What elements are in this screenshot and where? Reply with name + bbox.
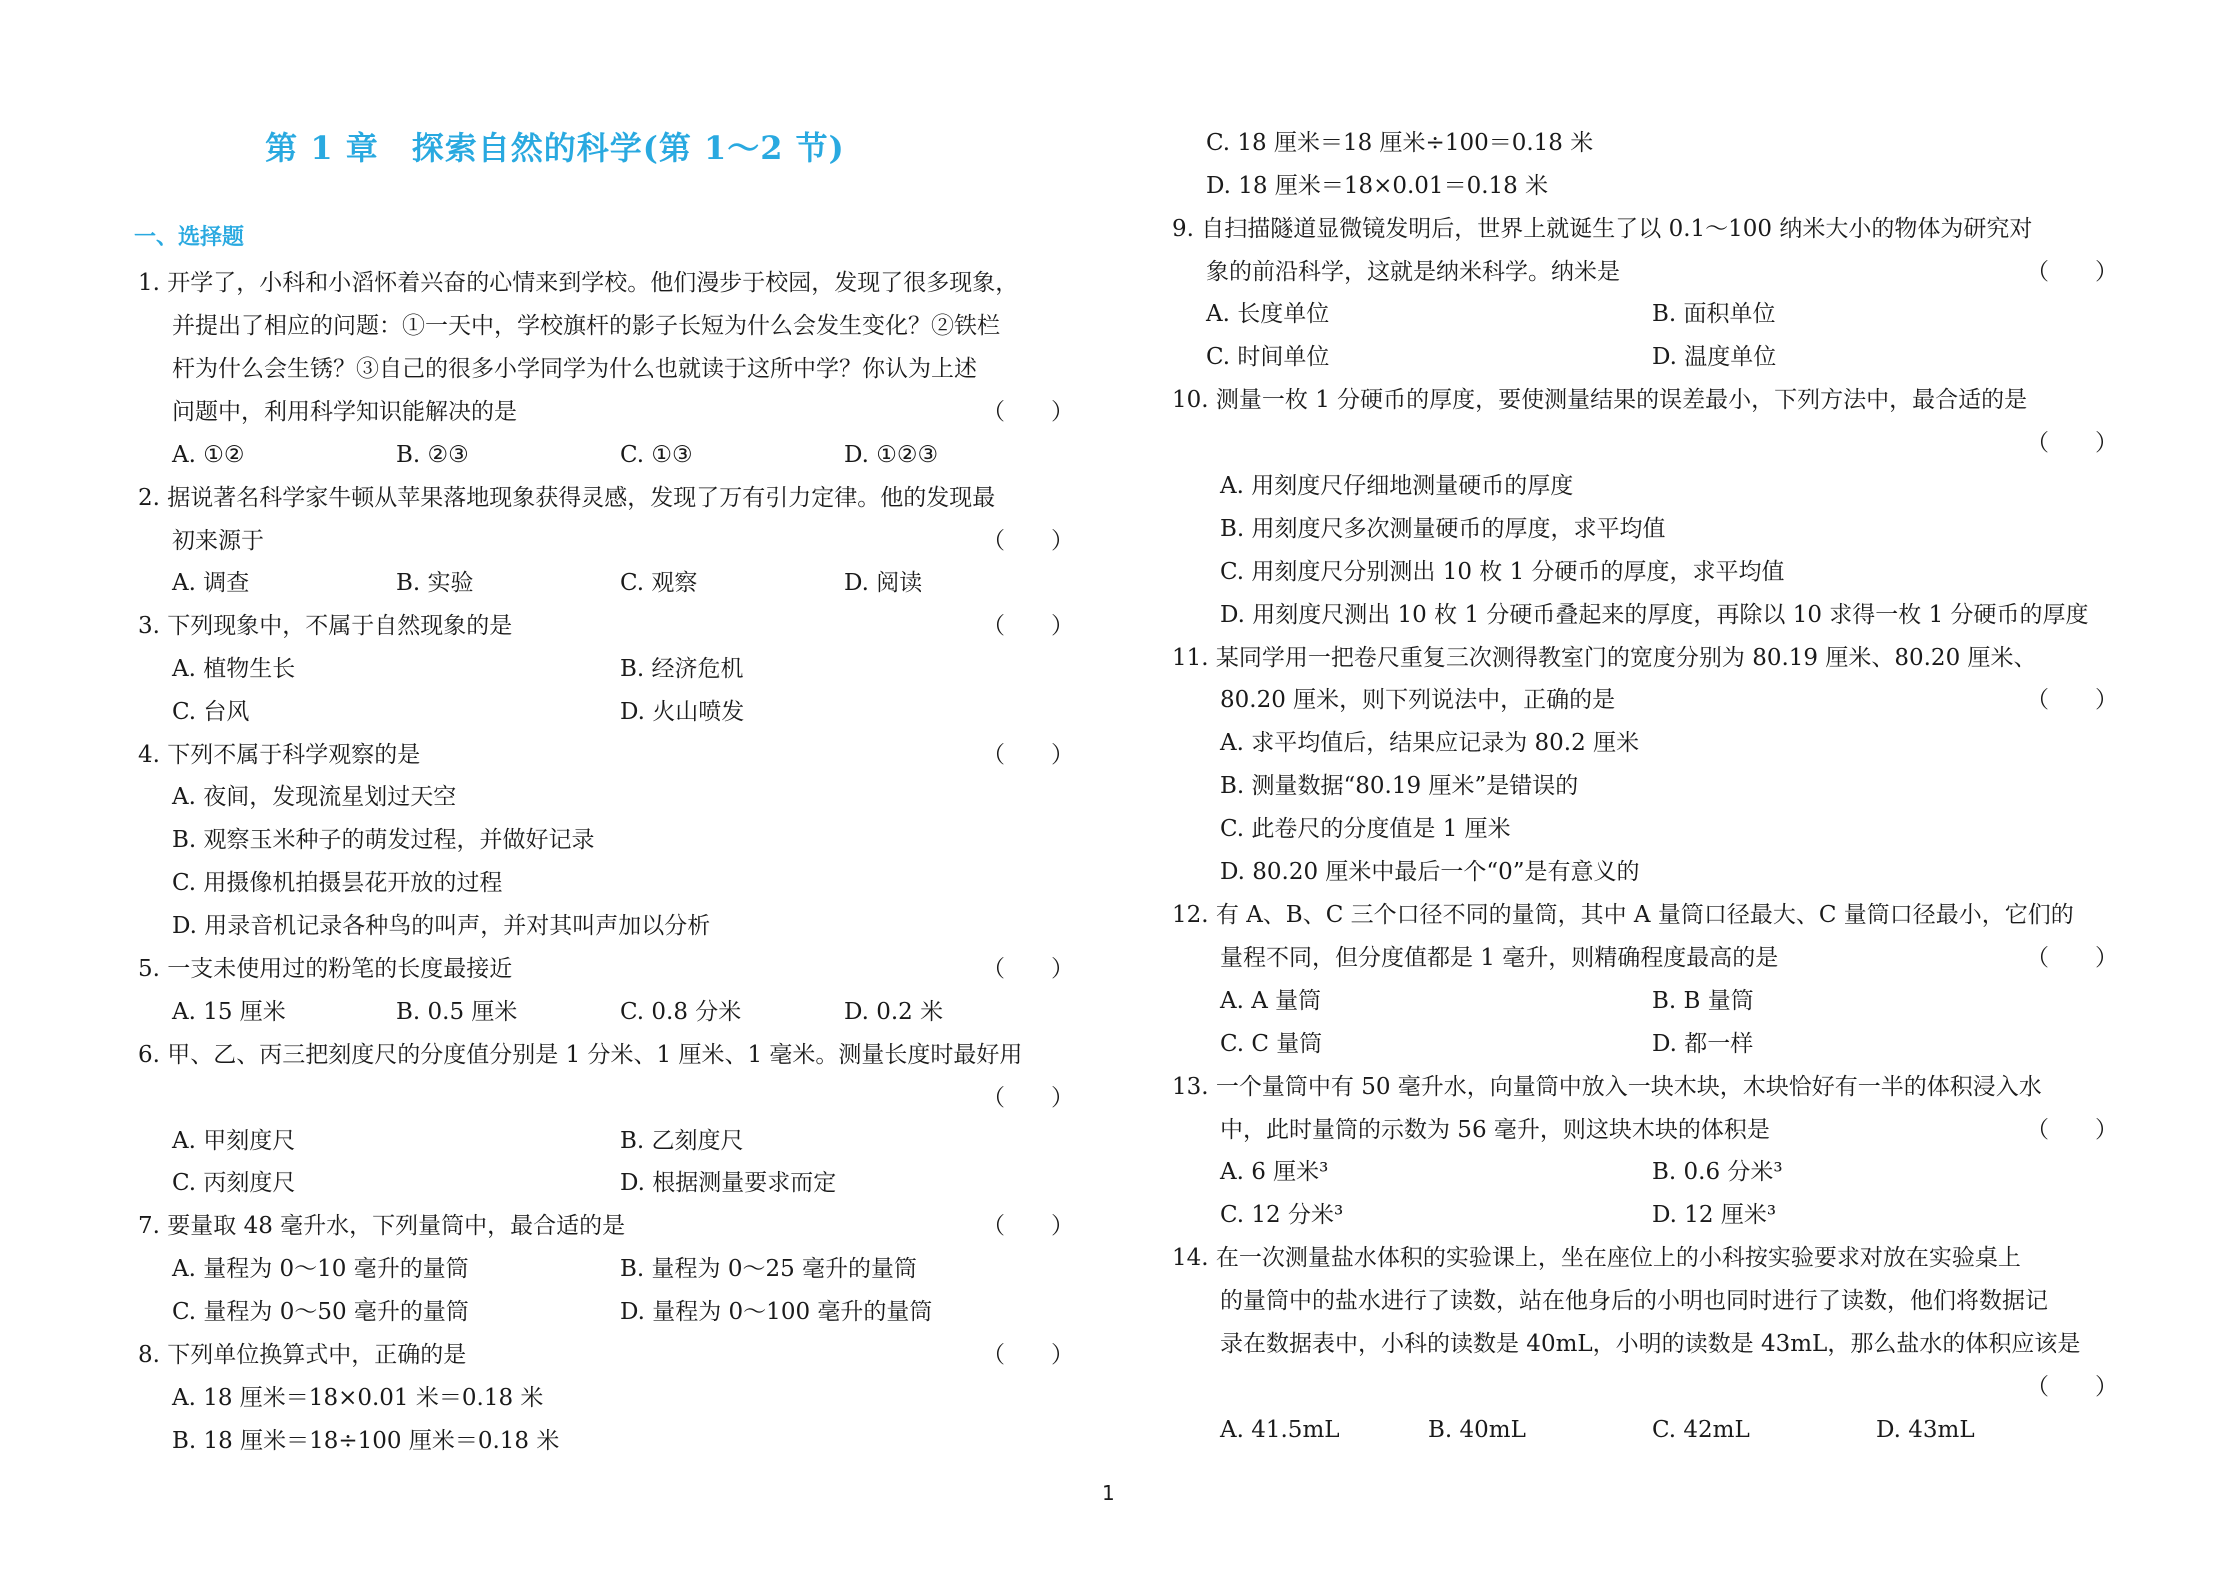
question-9-line-2: 象的前沿科学，这就是纳米科学。纳米是 [1206,259,1620,285]
option-d: D. 根据测量要求而定 [620,1170,837,1196]
question-2-line-2: 初来源于 [172,528,264,554]
question-4-line-1: 4. 下列不属于科学观察的是 [138,742,421,768]
answer-blank: （ ） [982,1085,1074,1111]
question-14-line-3: 录在数据表中，小科的读数是 40mL，小明的读数是 43mL，那么盐水的体积应该是 [1220,1331,2081,1357]
option-c: C. 42mL [1652,1417,1750,1443]
option-d: D. 43mL [1876,1417,1975,1443]
option-a: A. 长度单位 [1206,301,1330,327]
question-1-line-2: 并提出了相应的问题：①一天中，学校旗杆的影子长短为什么会发生变化？②铁栏 [172,313,1000,339]
question-7-line-1: 7. 要量取 48 毫升水，下列量筒中，最合适的是 [138,1213,626,1239]
option-b: B. 面积单位 [1652,301,1776,327]
page-title: 第 1 章 探索自然的科学(第 1～2 节) [265,129,845,167]
option-d: D. 0.2 米 [844,999,944,1025]
answer-blank: （ ） [2026,687,2118,713]
answer-blank: （ ） [2026,430,2118,456]
option-c: C. 用刻度尺分别测出 10 枚 1 分硬币的厚度，求平均值 [1220,559,1785,585]
question-6-line-1: 6. 甲、乙、丙三把刻度尺的分度值分别是 1 分米、1 厘米、1 毫米。测量长度时最好用 [138,1042,1023,1068]
question-13-line-1: 13. 一个量筒中有 50 毫升水，向量筒中放入一块木块，木块恰好有一半的体积浸入水 [1172,1074,2042,1100]
option-d: D. 18 厘米＝18×0.01＝0.18 米 [1206,173,1549,199]
option-c: C. 12 分米³ [1220,1202,1344,1228]
answer-blank: （ ） [982,528,1074,554]
option-b: B. 0.6 分米³ [1652,1159,1783,1185]
option-b: B. 量程为 0～25 毫升的量筒 [620,1256,918,1282]
question-5-line-1: 5. 一支未使用过的粉笔的长度最接近 [138,956,513,982]
option-a: A. 夜间，发现流星划过天空 [172,784,457,810]
question-1-line-1: 1. 开学了，小科和小滔怀着兴奋的心情来到学校。他们漫步于校园，发现了很多现象， [138,270,1019,296]
answer-blank: （ ） [2026,945,2118,971]
option-b: B. 0.5 厘米 [396,999,518,1025]
option-d: D. 都一样 [1652,1031,1754,1057]
answer-blank: （ ） [2026,1117,2118,1143]
option-a: A. 调查 [172,570,250,596]
option-b: B. 实验 [396,570,474,596]
option-b: B. 40mL [1428,1417,1526,1443]
option-b: B. 经济危机 [620,656,744,682]
option-c: C. ①③ [620,442,693,468]
option-c: C. 此卷尺的分度值是 1 厘米 [1220,816,1511,842]
option-d: D. ①②③ [844,442,939,468]
question-9-line-1: 9. 自扫描隧道显微镜发明后，世界上就诞生了以 0.1～100 纳米大小的物体为研究对 [1172,216,2033,242]
option-d: D. 12 厘米³ [1652,1202,1777,1228]
page-number: 1 [1102,1481,1115,1505]
option-a: A. 41.5mL [1220,1417,1340,1443]
option-c: C. C 量筒 [1220,1031,1323,1057]
option-c: C. 台风 [172,699,250,725]
question-11-line-2: 80.20 厘米，则下列说法中，正确的是 [1220,687,1616,713]
option-a: A. 量程为 0～10 毫升的量筒 [172,1256,469,1282]
option-a: A. 6 厘米³ [1220,1159,1329,1185]
option-d: D. 阅读 [844,570,923,596]
option-a: A. 用刻度尺仔细地测量硬币的厚度 [1220,473,1574,499]
answer-blank: （ ） [982,1213,1074,1239]
option-b: B. 观察玉米种子的萌发过程，并做好记录 [172,827,595,853]
option-a: A. 15 厘米 [172,999,286,1025]
question-13-line-2: 中，此时量筒的示数为 56 毫升，则这块木块的体积是 [1220,1117,1770,1143]
question-1-line-3: 杆为什么会生锈？③自己的很多小学同学为什么也就读于这所中学？你认为上述 [172,356,977,382]
answer-blank: （ ） [982,742,1074,768]
option-b: B. ②③ [396,442,469,468]
option-b: B. B 量筒 [1652,988,1754,1014]
option-a: A. ①② [172,442,245,468]
option-c: C. 0.8 分米 [620,999,742,1025]
question-3-line-1: 3. 下列现象中，不属于自然现象的是 [138,613,513,639]
question-11-line-1: 11. 某同学用一把卷尺重复三次测得教室门的宽度分别为 80.19 厘米、80.20 厘米、 [1172,645,2037,671]
option-c: C. 时间单位 [1206,344,1330,370]
option-b: B. 用刻度尺多次测量硬币的厚度，求平均值 [1220,516,1666,542]
question-8-line-1: 8. 下列单位换算式中，正确的是 [138,1342,467,1368]
answer-blank: （ ） [982,1342,1074,1368]
question-12-line-2: 量程不同，但分度值都是 1 毫升，则精确程度最高的是 [1220,945,1779,971]
option-d: D. 火山喷发 [620,699,745,725]
answer-blank: （ ） [982,399,1074,425]
question-2-line-1: 2. 据说著名科学家牛顿从苹果落地现象获得灵感，发现了万有引力定律。他的发现最 [138,485,996,511]
question-14-line-2: 的量筒中的盐水进行了读数，站在他身后的小明也同时进行了读数，他们将数据记 [1220,1288,2048,1314]
question-10-line-1: 10. 测量一枚 1 分硬币的厚度，要使测量结果的误差最小，下列方法中，最合适的是 [1172,387,2028,413]
option-d: D. 量程为 0～100 毫升的量筒 [620,1299,933,1325]
option-a: A. 求平均值后，结果应记录为 80.2 厘米 [1220,730,1640,756]
option-c: C. 18 厘米＝18 厘米÷100＝0.18 米 [1206,130,1594,156]
option-d: D. 用刻度尺测出 10 枚 1 分硬币叠起来的厚度，再除以 10 求得一枚 1 分硬币的厚度 [1220,602,2089,628]
answer-blank: （ ） [2026,1374,2118,1400]
answer-blank: （ ） [982,613,1074,639]
option-d: D. 用录音机记录各种鸟的叫声，并对其叫声加以分析 [172,913,711,939]
option-a: A. 植物生长 [172,656,296,682]
question-12-line-1: 12. 有 A、B、C 三个口径不同的量筒，其中 A 量筒口径最大、C 量筒口径最小，它们的 [1172,902,2074,928]
option-d: D. 温度单位 [1652,344,1777,370]
option-b: B. 测量数据“80.19 厘米”是错误的 [1220,773,1579,799]
option-b: B. 18 厘米＝18÷100 厘米＝0.18 米 [172,1428,560,1454]
question-14-line-1: 14. 在一次测量盐水体积的实验课上，坐在座位上的小科按实验要求对放在实验桌上 [1172,1245,2021,1271]
option-d: D. 80.20 厘米中最后一个“0”是有意义的 [1220,859,1640,885]
option-c: C. 观察 [620,570,698,596]
option-a: A. 18 厘米＝18×0.01 米＝0.18 米 [172,1385,544,1411]
option-b: B. 乙刻度尺 [620,1128,744,1154]
option-c: C. 丙刻度尺 [172,1170,296,1196]
answer-blank: （ ） [2026,259,2118,285]
option-c: C. 量程为 0～50 毫升的量筒 [172,1299,469,1325]
answer-blank: （ ） [982,956,1074,982]
option-c: C. 用摄像机拍摄昙花开放的过程 [172,870,503,896]
option-a: A. A 量筒 [1220,988,1322,1014]
option-a: A. 甲刻度尺 [172,1128,296,1154]
section-heading: 一、选择题 [134,225,245,250]
question-1-line-4: 问题中，利用科学知识能解决的是 [172,399,517,425]
